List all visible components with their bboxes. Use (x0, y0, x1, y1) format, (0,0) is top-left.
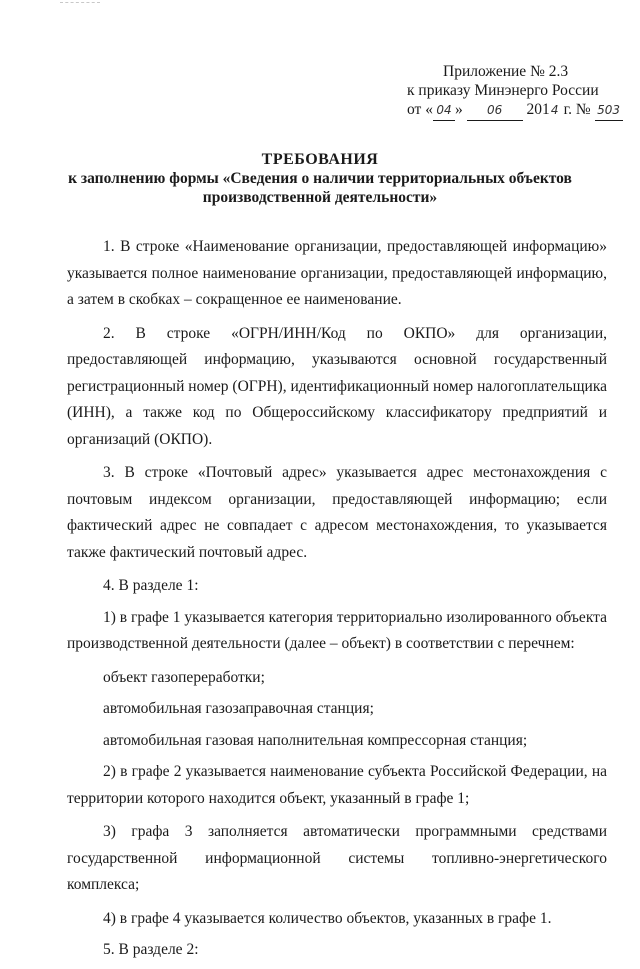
annex-number-handwritten: 503 (595, 101, 623, 121)
document-title (0, 150, 640, 207)
paragraph-4-heading: 4. В разделе 1: (103, 577, 199, 594)
paragraph-5-heading: 5. В разделе 2: (103, 941, 199, 958)
paragraph-4-item-4: 4) в графе 4 указывается количество объектов, указанных в графе 1. (103, 909, 552, 927)
scan-artifact (60, 2, 100, 6)
annex-year-digit-handwritten: 4 (550, 103, 559, 117)
annex-year-suffix: г. № (559, 101, 591, 118)
annex-title: Приложение № 2.3 (443, 63, 569, 80)
title-line-2: к заполнению формы «Сведения о наличии территориальных объектов (68, 170, 572, 187)
annex-date-line (407, 100, 632, 121)
annex-order-ref: к приказу Минэнерго России (407, 82, 599, 99)
annex-month-handwritten: 06 (467, 101, 523, 121)
paragraph-3: 3. В строке «Почтовый адрес» указывается адрес местонахождения с почтовым индексом организации, предоставляющей информацию; если фактический адрес не совпадает с адресом местонахождения, то указывается также фактический почтовый адрес. (67, 464, 607, 561)
list-item-compressor-station: автомобильная газовая наполнительная компрессорная станция; (103, 731, 528, 749)
annex-date-mid: » (454, 101, 463, 118)
annex-date-prefix: от « (407, 101, 433, 118)
title-line-3: производственной деятельности» (202, 189, 438, 206)
paragraph-4-item-1: 1) в графе 1 указывается категория территориально изолированного объекта производственной деятельности (далее – объект) в соответствии с перечнем: (67, 608, 607, 652)
list-item-gas-processing: объект газопереработки; (103, 668, 265, 686)
paragraph-4-item-2: 2) в графе 2 указывается наименование субъекта Российской Федерации, на территории которого находится объект, указанный в графе 1; (67, 763, 607, 807)
title-main: ТРЕБОВАНИЯ (261, 151, 379, 168)
annex-year-prefix: 201 (526, 101, 550, 118)
annex-header (407, 62, 632, 121)
paragraph-4-item-3: 3) графа 3 заполняется автоматически программными средствами государственной информационной системы топливно-энергетического комплекса; (67, 823, 607, 893)
paragraph-1: 1. В строке «Наименование организации, предоставляющей информацию» указывается полное наименование организации, предоставляющей информацию, а затем в скобках – сокращенное ее наименование. (67, 238, 607, 308)
annex-day-handwritten: 04 (433, 101, 455, 121)
list-item-gas-station: автомобильная газозаправочная станция; (103, 700, 374, 717)
paragraph-2: 2. В строке «ОГРН/ИНН/Код по ОКПО» для организации, предоставляющей информацию, указываются основной государственный регистрационный номер (ОГРН), идентификационный номер налогоплательщика (ИНН), а также код по Общероссийскому классификатору предприятий и организаций (ОКПО). (67, 324, 607, 448)
document-body (67, 234, 607, 969)
